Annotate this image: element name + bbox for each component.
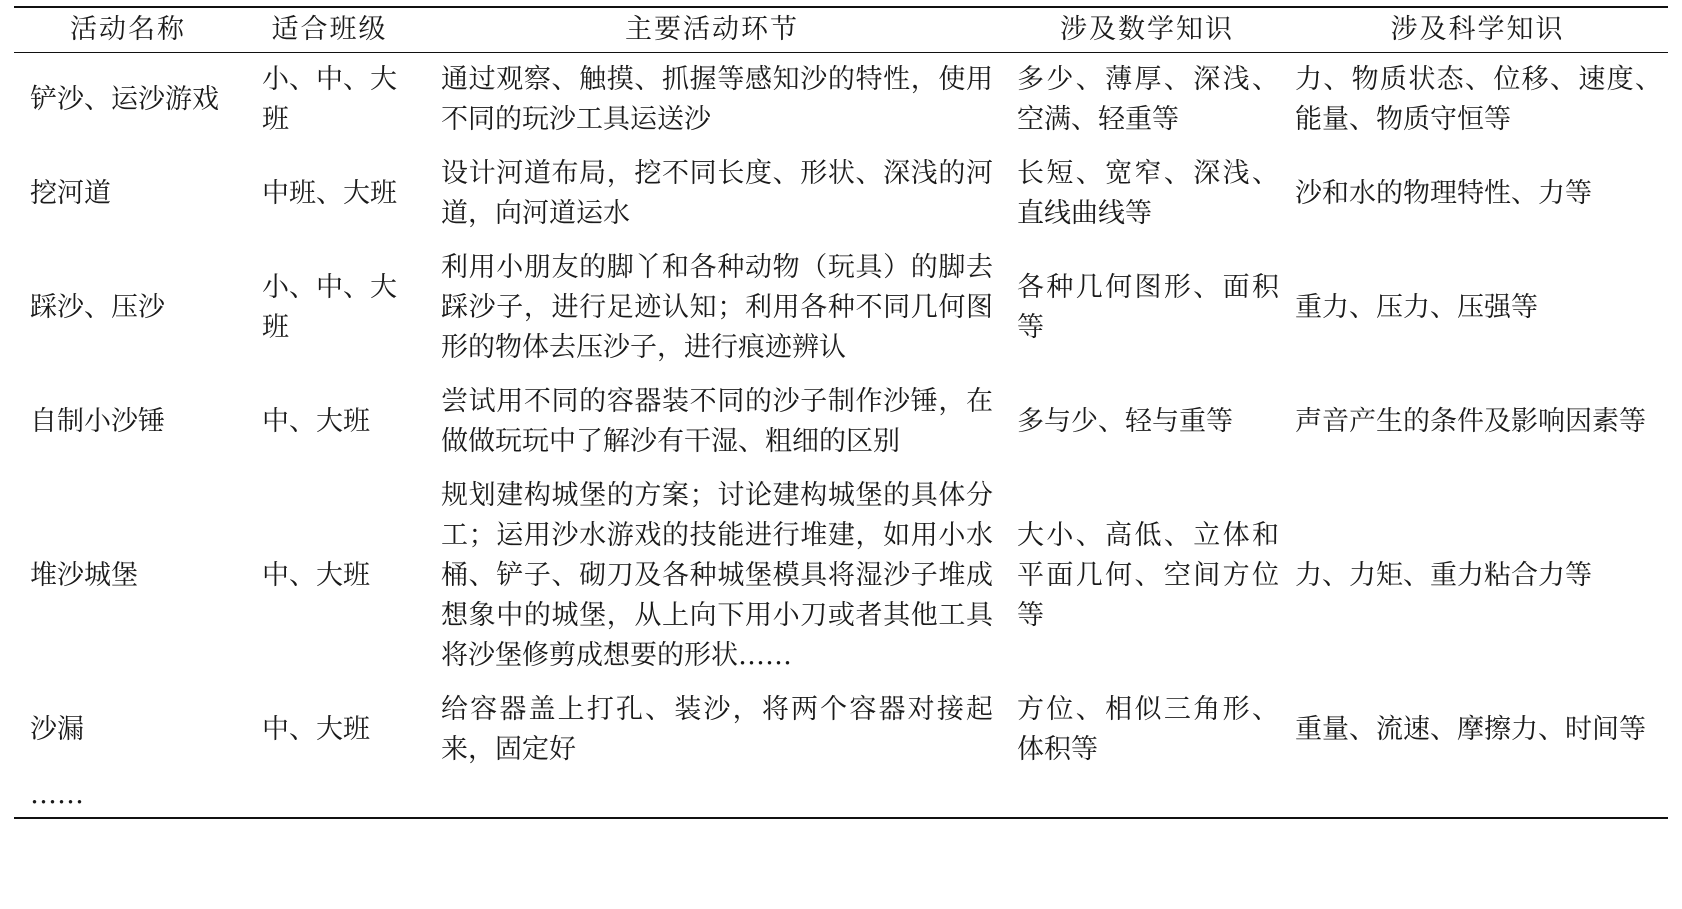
cell-suitable-class: 小、中、大班 — [262, 272, 397, 343]
cell-activity-name: 沙漏 — [30, 714, 84, 745]
header-activity-name: 活动名称 — [70, 14, 186, 45]
cell-main-steps: 规划建构城堡的方案；讨论建构城堡的具体分工；运用沙水游戏的技能进行堆建，如用小水桶、铲子、砌刀及各种城堡模具将湿沙子堆成想象中的城堡，从上向下用小刀或者其他工具将沙堡修剪成想要的形状…… — [441, 480, 993, 671]
table-row — [14, 53, 1668, 148]
table-row-ellipsis — [14, 777, 1668, 818]
cell-empty — [242, 777, 417, 818]
cell-suitable-class: 中班、大班 — [262, 178, 397, 209]
cell-suitable-class: 中、大班 — [262, 406, 370, 437]
table-row — [14, 147, 1668, 241]
activity-table — [14, 6, 1668, 819]
cell-science-knowledge: 力、物质状态、位移、速度、能量、物质守恒等 — [1295, 64, 1662, 135]
cell-activity-name: 堆沙城堡 — [30, 560, 138, 591]
cell-ellipsis: …… — [30, 779, 84, 810]
cell-math-knowledge: 多少、薄厚、深浅、空满、轻重等 — [1017, 64, 1279, 135]
cell-suitable-class: 中、大班 — [262, 714, 370, 745]
table-row — [14, 375, 1668, 469]
table-row — [14, 469, 1668, 683]
cell-empty — [1007, 777, 1287, 818]
cell-science-knowledge: 重量、流速、摩擦力、时间等 — [1295, 714, 1646, 745]
cell-main-steps: 给容器盖上打孔、装沙，将两个容器对接起来，固定好 — [441, 694, 993, 765]
cell-math-knowledge: 方位、相似三角形、体积等 — [1017, 694, 1279, 765]
cell-main-steps: 尝试用不同的容器装不同的沙子制作沙锤，在做做玩玩中了解沙有干湿、粗细的区别 — [441, 386, 993, 457]
cell-science-knowledge: 力、力矩、重力粘合力等 — [1295, 560, 1592, 591]
cell-math-knowledge: 大小、高低、立体和平面几何、空间方位等 — [1017, 520, 1279, 631]
cell-activity-name: 铲沙、运沙游戏 — [30, 84, 219, 115]
cell-main-steps: 利用小朋友的脚丫和各种动物（玩具）的脚去踩沙子，进行足迹认知；利用各种不同几何图形的物体去压沙子，进行痕迹辨认 — [441, 252, 993, 363]
cell-suitable-class: 中、大班 — [262, 560, 370, 591]
cell-activity-name: 自制小沙锤 — [30, 406, 165, 437]
table-row — [14, 241, 1668, 375]
cell-activity-name: 踩沙、压沙 — [30, 292, 165, 323]
header-math-knowledge: 涉及数学知识 — [1060, 14, 1234, 45]
cell-science-knowledge: 沙和水的物理特性、力等 — [1295, 178, 1592, 209]
cell-main-steps: 设计河道布局，挖不同长度、形状、深浅的河道，向河道运水 — [441, 158, 993, 229]
table-header-row — [14, 7, 1668, 53]
cell-science-knowledge: 声音产生的条件及影响因素等 — [1295, 406, 1646, 437]
cell-math-knowledge: 多与少、轻与重等 — [1017, 406, 1233, 437]
cell-activity-name: 挖河道 — [30, 178, 111, 209]
cell-main-steps: 通过观察、触摸、抓握等感知沙的特性，使用不同的玩沙工具运送沙 — [441, 64, 993, 135]
cell-math-knowledge: 长短、宽窄、深浅、直线曲线等 — [1017, 158, 1279, 229]
cell-science-knowledge: 重力、压力、压强等 — [1295, 292, 1538, 323]
cell-suitable-class: 小、中、大班 — [262, 64, 397, 135]
table-row — [14, 683, 1668, 777]
cell-math-knowledge: 各种几何图形、面积等 — [1017, 272, 1279, 343]
header-science-knowledge: 涉及科学知识 — [1390, 14, 1565, 45]
cell-empty — [417, 777, 1007, 818]
cell-empty — [1287, 777, 1668, 818]
activity-table-container — [14, 6, 1668, 819]
header-suitable-class: 适合班级 — [271, 14, 388, 45]
header-main-steps: 主要活动环节 — [625, 14, 799, 45]
